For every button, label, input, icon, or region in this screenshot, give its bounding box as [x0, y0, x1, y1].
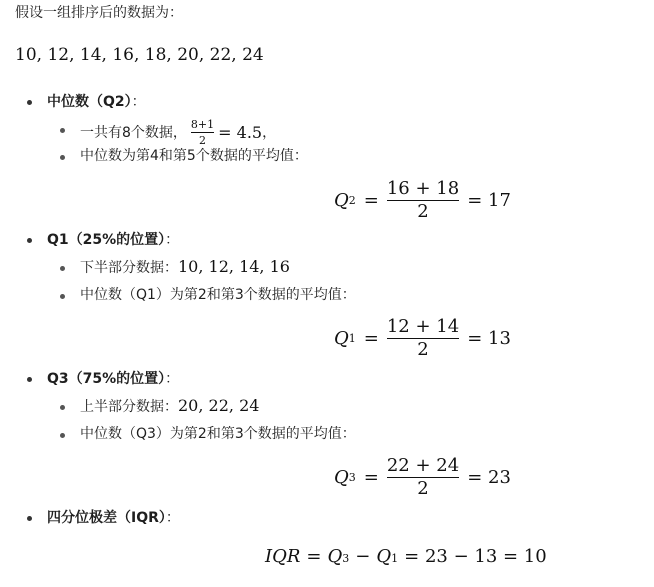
iqr-formula-iqr: IQR — [265, 546, 301, 567]
q2-formula-num: 16 + 18 — [386, 178, 460, 199]
sorted-data-values: 10, 12, 14, 16, 18, 20, 22, 24 — [15, 45, 264, 65]
iqr-formula-q3-sub: 3 — [342, 552, 350, 565]
q1-item1 — [80, 258, 290, 277]
q3-heading: Q3（75%的位置） — [47, 371, 166, 387]
q2-item1-frac-bar — [191, 132, 214, 133]
q2-formula-eq: = — [363, 190, 379, 211]
iqr-formula-minus: − — [355, 546, 371, 567]
q3-formula — [334, 457, 511, 498]
q1-colon: ： — [165, 232, 180, 248]
q2-item1-fraction — [191, 119, 214, 146]
q2-item2-text: 中位数为第4和第5个数据的平均值： — [80, 148, 308, 164]
intro-line: 假设一组排序后的数据为： — [15, 5, 183, 21]
q1-heading-row — [47, 231, 179, 249]
q1-item1-text: 下半部分数据： — [80, 260, 178, 276]
bullet-q2 — [27, 100, 32, 105]
q3-formula-fraction — [387, 457, 459, 498]
q2-formula-sub: 2 — [348, 194, 356, 207]
q2-item1-tail: ， — [262, 124, 277, 141]
bullet-q3-item2 — [60, 433, 65, 438]
iqr-formula-q3: Q — [327, 546, 343, 567]
q2-item1-frac-num: 8+1 — [190, 118, 215, 131]
q3-formula-den: 2 — [417, 478, 429, 499]
q3-formula-lhs: Q — [334, 467, 349, 488]
q2-formula-fraction — [387, 180, 459, 221]
bullet-q2-item1 — [60, 128, 65, 133]
iqr-formula-q1-sub: 1 — [391, 552, 399, 565]
iqr-formula — [265, 546, 547, 567]
bullet-q1 — [27, 238, 32, 243]
q2-formula-result: = 17 — [467, 190, 511, 211]
iqr-heading: 四分位极差（IQR） — [47, 510, 166, 526]
q2-formula-lhs: Q — [334, 190, 349, 211]
q1-formula-eq: = — [363, 328, 379, 349]
q2-item1-result: = 4.5 — [218, 122, 263, 142]
q3-formula-result: = 23 — [467, 467, 511, 488]
q2-item1 — [80, 119, 276, 146]
q1-formula-den: 2 — [417, 339, 429, 360]
iqr-formula-tail: = 23 − 13 = 10 — [404, 546, 547, 567]
q2-colon: ： — [131, 94, 146, 110]
bullet-q3 — [27, 377, 32, 382]
bullet-q1-item1 — [60, 266, 65, 271]
q2-heading: 中位数（Q2） — [47, 94, 132, 110]
q1-formula-sub: 1 — [348, 332, 356, 345]
q1-formula — [334, 318, 511, 359]
q3-item1 — [80, 397, 259, 416]
q3-item1-values: 20, 22, 24 — [178, 396, 260, 415]
bullet-q2-item2 — [60, 155, 65, 160]
q1-item1-values: 10, 12, 14, 16 — [178, 257, 290, 276]
q3-formula-eq: = — [363, 467, 379, 488]
q1-formula-num: 12 + 14 — [386, 316, 460, 337]
q1-formula-result: = 13 — [467, 328, 511, 349]
bullet-q1-item2 — [60, 294, 65, 299]
q2-heading-row — [47, 93, 146, 111]
bullet-iqr — [27, 516, 32, 521]
iqr-heading-row — [47, 509, 180, 527]
q3-item1-text: 上半部分数据： — [80, 399, 178, 415]
iqr-formula-eq1: = — [306, 546, 322, 567]
q1-formula-fraction — [387, 318, 459, 359]
iqr-colon: ： — [165, 510, 180, 526]
q1-item2-text: 中位数（Q1）为第2和第3个数据的平均值： — [80, 287, 356, 303]
q2-item1-frac-den: 2 — [199, 134, 207, 147]
q1-heading: Q1（25%的位置） — [47, 232, 166, 248]
bullet-q3-item1 — [60, 405, 65, 410]
q3-colon: ： — [165, 371, 180, 387]
q3-formula-sub: 3 — [348, 471, 356, 484]
q2-formula — [334, 180, 511, 221]
iqr-formula-q1: Q — [376, 546, 392, 567]
q1-formula-lhs: Q — [334, 328, 349, 349]
q3-item2-text: 中位数（Q3）为第2和第3个数据的平均值： — [80, 426, 356, 442]
q2-formula-den: 2 — [417, 201, 429, 222]
q3-formula-num: 22 + 24 — [386, 455, 460, 476]
q2-item1-text: 一共有8个数据， — [80, 124, 187, 141]
q3-heading-row — [47, 370, 179, 388]
